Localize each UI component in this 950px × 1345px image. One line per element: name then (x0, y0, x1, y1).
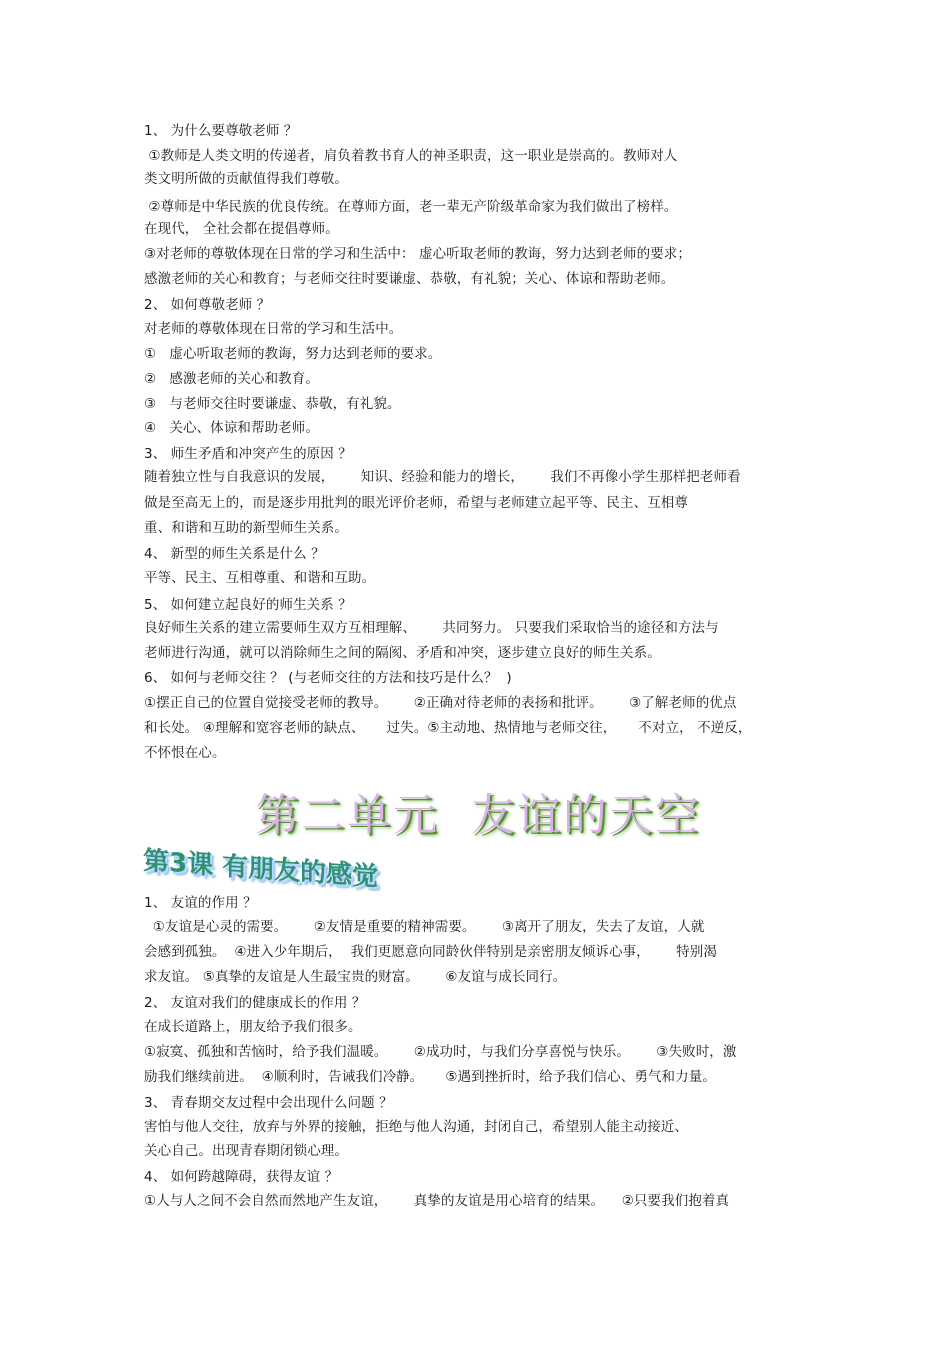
lesson-title: 第3课 有朋友的感觉 (143, 846, 379, 893)
answer-line: 老师进行沟通，就可以消除师生之间的隔阂、矛盾和冲突，逐步建立良好的师生关系。 (144, 645, 661, 661)
answer-line: 和长处。 ④理解和宽容老师的缺点、 过失。⑤主动地、热情地与老师交往， 不对立， 不逆反， (144, 720, 752, 736)
answer-line: ④ 关心、体谅和帮助老师。 (144, 420, 319, 436)
answer-line: ② 感激老师的关心和教育。 (144, 371, 319, 387)
question-heading: 1、 友谊的作用 ？ (144, 895, 257, 911)
question-heading: 4、 新型的师生关系是什么 ？ (144, 546, 325, 562)
question-heading: 1、 为什么要尊敬老师 ？ (144, 123, 298, 139)
answer-line: ①友谊是心灵的需要。 ②友情是重要的精神需要。 ③离开了朋友，失去了友谊，人就 (144, 919, 705, 935)
answer-line: ①教师是人类文明的传递者，肩负着教书育人的神圣职责，这一职业是崇高的。教师对人 (144, 148, 678, 164)
question-heading: 3、 师生矛盾和冲突产生的原因 ？ (144, 446, 352, 462)
answer-line: ①摆正自己的位置自觉接受老师的教导。 ②正确对待老师的表扬和批评。 ③了解老师的优点 (144, 695, 737, 711)
answer-line: 励我们继续前进。 ④顺利时，告诫我们冷静。 ⑤遇到挫折时，给予我们信心、勇气和力量。 (144, 1069, 716, 1085)
answer-line: ①人与人之间不会自然而然地产生友谊， 真挚的友谊是用心培育的结果。 ②只要我们抱着真 (144, 1193, 730, 1209)
answer-line: ③ 与老师交往时要谦虚、恭敬，有礼貌。 (144, 396, 401, 412)
answer-line: 关心自己。出现青春期闭锁心理。 (144, 1143, 348, 1159)
answer-line: 在现代， 全社会都在提倡尊师。 (144, 221, 339, 237)
answer-line: 在成长道路上，朋友给予我们很多。 (144, 1019, 362, 1035)
answer-line: 随着独立性与自我意识的发展， 知识、经验和能力的增长， 我们不再像小学生那样把老师看 (144, 469, 741, 485)
question-heading: 2、 友谊对我们的健康成长的作用 ？ (144, 995, 366, 1011)
unit-banner: 第二单元 友谊的天空 (255, 790, 701, 841)
answer-line: 不怀恨在心。 (144, 745, 226, 761)
answer-line: 对老师的尊敬体现在日常的学习和生活中。 (144, 321, 403, 337)
question-heading: 6、 如何与老师交往 ？ (与老师交往的方法和技巧是什么？ ) (144, 670, 512, 686)
answer-line: 会感到孤独。 ④进入少年期后， 我们更愿意向同龄伙伴特别是亲密朋友倾诉心事， 特别渴 (144, 944, 717, 960)
answer-line: 良好师生关系的建立需要师生双方互相理解、 共同努力。 只要我们采取恰当的途径和方法与 (144, 620, 719, 636)
answer-line: 求友谊。 ⑤真挚的友谊是人生最宝贵的财富。 ⑥友谊与成长同行。 (144, 969, 567, 985)
answer-line: 感激老师的关心和教育；与老师交往时要谦虚、恭敬，有礼貌；关心、体谅和帮助老师。 (144, 271, 675, 287)
question-heading: 2、 如何尊敬老师 ？ (144, 297, 271, 313)
question-heading: 3、 青春期交友过程中会出现什么问题 ？ (144, 1095, 393, 1111)
answer-line: ③对老师的尊敬体现在日常的学习和生活中： 虚心听取老师的教诲，努力达到老师的要求； (144, 246, 691, 262)
answer-line: ①寂寞、孤独和苦恼时，给予我们温暖。 ②成功时，与我们分享喜悦与快乐。 ③失败时，激 (144, 1044, 737, 1060)
answer-line: 类文明所做的贡献值得我们尊敬。 (144, 171, 348, 187)
answer-line: 害怕与他人交往，放弃与外界的接触，拒绝与他人沟通，封闭自己，希望别人能主动接近、 (144, 1119, 688, 1135)
answer-line: 做是至高无上的，而是逐步用批判的眼光评价老师，希望与老师建立起平等、民主、互相尊 (144, 495, 688, 511)
question-heading: 4、 如何跨越障碍，获得友谊 ？ (144, 1169, 339, 1185)
answer-line: ① 虚心听取老师的教诲，努力达到老师的要求。 (144, 346, 442, 362)
answer-line: 平等、民主、互相尊重、和谐和互助。 (144, 570, 376, 586)
question-heading: 5、 如何建立起良好的师生关系 ？ (144, 597, 352, 613)
answer-line: ②尊师是中华民族的优良传统。在尊师方面，老一辈无产阶级革命家为我们做出了榜样。 (144, 199, 678, 215)
answer-line: 重、和谐和互助的新型师生关系。 (144, 520, 348, 536)
